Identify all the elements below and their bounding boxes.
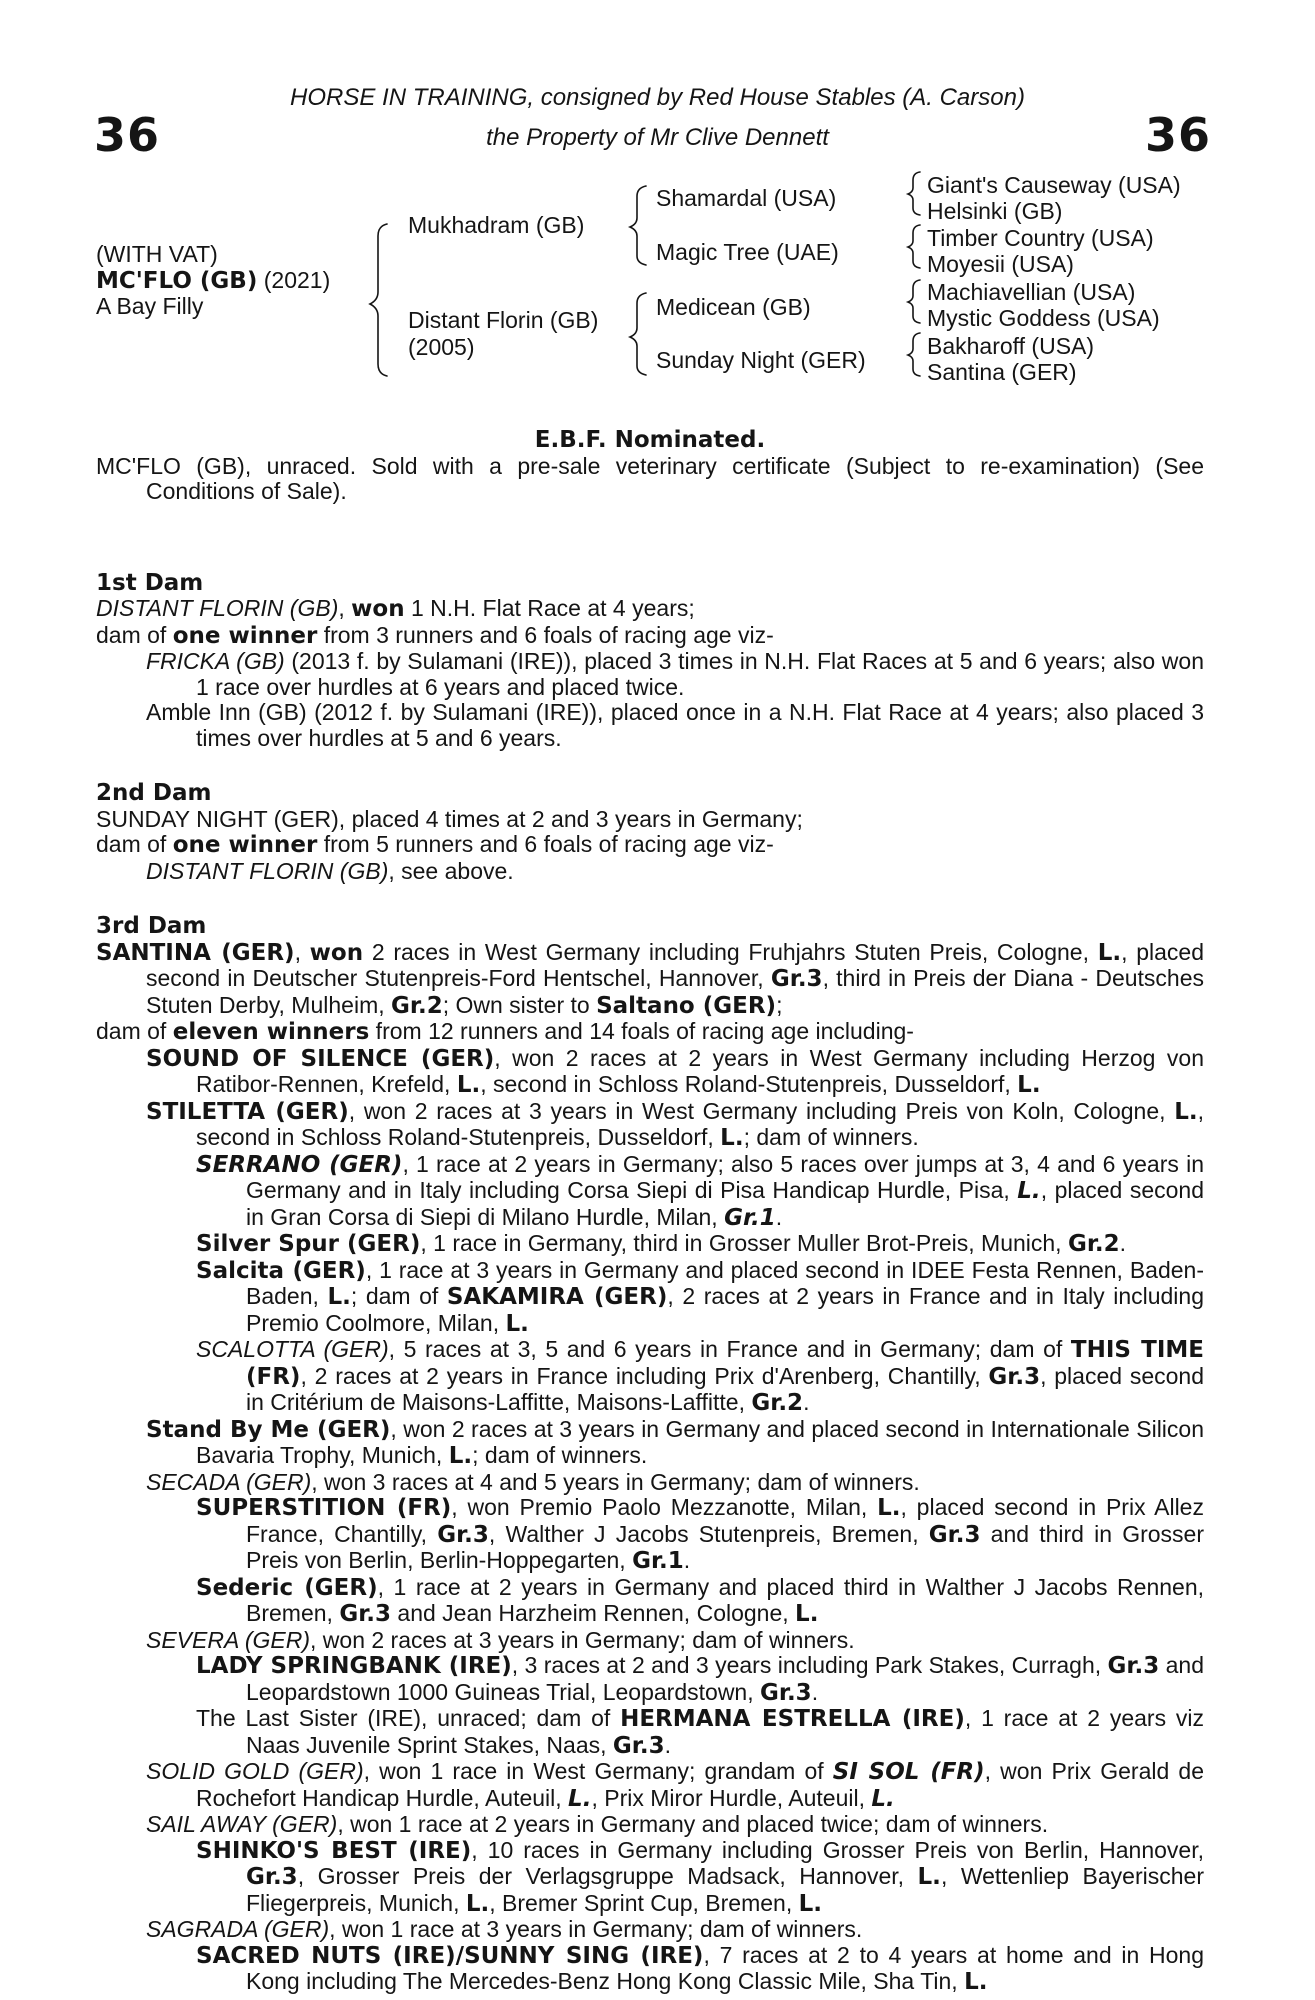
produce-shinkos-best: SHINKO'S BEST (IRE), 10 races in Germany including Grosser Preis von Berlin, Hannover, Gr.3, Grosser Preis der Verlagsgruppe Madsack, Hannover, L., Wettenliep Bayerischer Fliegerpreis, Munich, L., Bremer Sprint Cup, Bremen, L. [196,1836,1204,1917]
sire: Mukhadram (GB) [408,212,585,238]
gen3-5: Machiavellian (USA) [927,279,1136,305]
catalogue-body [96,428,1204,1996]
produce-lady-springbank: LADY SPRINGBANK (IRE), 3 races at 2 and 3 years including Park Stakes, Curragh, Gr.3 and Leopardstown 1000 Guineas Trial, Leopardstown, Gr.3. [196,1652,1204,1706]
section-heading-1st-dam: 1st Dam [96,569,204,596]
gen3-3: Timber Country (USA) [927,225,1154,251]
gen3-2: Helsinki (GB) [927,198,1063,224]
produce-silver-spur: Silver Spur (GER), 1 race in Germany, third in Grosser Muller Brot-Preis, Munich, Gr.2. [196,1230,1127,1257]
horse-description: A Bay Filly [96,293,204,319]
section-heading-2nd-dam: 2nd Dam [96,780,212,806]
dam3-damof: dam of eleven winners from 12 runners and 14 foals of racing age including- [96,1018,914,1045]
produce-severa: SEVERA (GER), won 2 races at 3 years in Germany; dam of winners. [146,1626,855,1653]
ebf-nomination: E.B.F. Nominated. [534,427,766,453]
dam-year: (2005) [408,334,475,360]
produce-salcita: Salcita (GER), 1 race at 3 years in Germany and placed second in IDEE Festa Rennen, Baden-Baden, L.; dam of SAKAMIRA (GER), 2 races at 2 years in France and in Italy including Premio Coolmore, Milan, L. [196,1256,1205,1337]
produce-stand-by-me: Stand By Me (GER), won 2 races at 3 years in Germany and placed second in Internationale Silicon Bavaria Trophy, Munich, L.; dam of winners. [146,1415,1204,1469]
produce-sagrada: SAGRADA (GER), won 1 race at 3 years in Germany; dam of winners. [146,1916,863,1942]
produce-sound-of-silence: SOUND OF SILENCE (GER), won 2 races at 2 years in West Germany including Herzog von Ratibor-Rennen, Krefeld, L., second in Schloss Roland-Stutenpreis, Dusseldorf, L. [146,1044,1204,1098]
property-line: the Property of Mr Clive Dennett [486,124,829,151]
produce-sederic: Sederic (GER), 1 race at 2 years in Germany and placed third in Walther J Jacobs Rennen, Bremen, Gr.3 and Jean Harzheim Rennen, Cologne, L. [196,1573,1205,1627]
vat-label: (WITH VAT) [96,241,218,267]
dam-dam: Sunday Night (GER) [656,347,866,373]
dam2-line2: dam of one winner from 5 runners and 6 foals of racing age viz- [96,831,774,858]
dam2-produce-1: DISTANT FLORIN (GB), see above. [146,857,514,884]
horse-name: MC'FLO (GB) [96,268,258,294]
produce-secada: SECADA (GER), won 3 races at 4 and 5 years in Germany; dam of winners. [146,1468,920,1495]
dam3-santina: SANTINA (GER), won 2 races in West Germany including Fruhjahrs Stuten Preis, Cologne, L., placed second in Deutscher Stutenpreis-Ford Hentschel, Hannover, Gr.3, third in Preis der Diana - Deutsches Stuten Derby, Mulheim, Gr.2; Own sister to Saltano (GER); [96,938,1205,1019]
gen3-1: Giant's Causeway (USA) [927,172,1181,198]
sire-sire: Shamardal (USA) [656,185,837,211]
dam2-line1: SUNDAY NIGHT (GER), placed 4 times at 2 and 3 years in Germany; [96,805,803,832]
horse-year: (2021) [263,267,331,293]
gen3-8: Santina (GER) [927,359,1077,385]
dam1-produce-2: Amble Inn (GB) (2012 f. by Sulamani (IRE)), placed once in a N.H. Flat Race at 4 years; also placed 3 times over hurdles at 5 and 6 years. [146,699,1204,751]
lot-number-right: 36 [1145,108,1212,162]
summary: MC'FLO (GB), unraced. Sold with a pre-sale veterinary certificate (Subject to re-examination) (See Conditions of Sale). [96,452,1204,504]
produce-scalotta: SCALOTTA (GER), 5 races at 3, 5 and 6 years in France and in Germany; dam of THIS TIME (FR), 2 races at 2 years in France including Prix d'Arenberg, Chantilly, Gr.3, placed second in Critérium de Maisons-Laffitte, Maisons-Laffitte, Gr.2. [196,1336,1204,1416]
consignment-line: HORSE IN TRAINING, consigned by Red House Stables (A. Carson) [290,84,1025,111]
sire-dam: Magic Tree (UAE) [656,239,839,265]
section-heading-3rd-dam: 3rd Dam [96,913,207,939]
summary-name: MC'FLO (GB) [96,452,245,479]
produce-sail-away: SAIL AWAY (GER), won 1 race at 2 years in Germany and placed twice; dam of winners. [146,1811,1049,1837]
produce-serrano: SERRANO (GER), 1 race at 2 years in Germany; also 5 races over jumps at 3, 4 and 6 years in Germany and in Italy including Corsa Siepi di Pisa Handicap Hurdle, Pisa, L., placed second in Gran Corsa di Siepi di Milano Hurdle, Milan, Gr.1. [196,1150,1204,1231]
gen3-4: Moyesii (USA) [927,251,1074,277]
lot-number-left: 36 [94,108,161,162]
dam-sire: Medicean (GB) [656,294,811,320]
dam1-produce-1: FRICKA (GB) (2013 f. by Sulamani (IRE)), placed 3 times in N.H. Flat Races at 5 and 6 years; also won 1 race over hurdles at 6 years and placed twice. [146,648,1205,700]
produce-stiletta: STILETTA (GER), won 2 races at 3 years in West Germany including Preis von Koln, Cologne, L., second in Schloss Roland-Stutenpreis, Dusseldorf, L.; dam of winners. [146,1097,1204,1151]
produce-the-last-sister: The Last Sister (IRE), unraced; dam of HERMANA ESTRELLA (IRE), 1 race at 2 years viz Naas Juvenile Sprint Stakes, Naas, Gr.3. [196,1705,1204,1759]
produce-superstition: SUPERSTITION (FR), won Premio Paolo Mezzanotte, Milan, L., placed second in Prix Allez France, Chantilly, Gr.3, Walther J Jacobs Stutenpreis, Bremen, Gr.3 and third in Grosser Preis von Berlin, Berlin-Hoppegarten, Gr.1. [196,1494,1205,1574]
gen3-7: Bakharoff (USA) [927,333,1095,359]
dam1-line1: DISTANT FLORIN (GB), won 1 N.H. Flat Race at 4 years; [96,595,695,622]
produce-solid-gold: SOLID GOLD (GER), won 1 race in West Germany; grandam of SI SOL (FR), won Prix Gerald de Rochefort Handicap Hurdle, Auteuil, L., Prix Miror Hurdle, Auteuil, L. [146,1758,1205,1812]
gen3-6: Mystic Goddess (USA) [927,305,1160,331]
produce-sacred-nuts: SACRED NUTS (IRE)/SUNNY SING (IRE), 7 races at 2 to 4 years at home and in Hong Kong including The Mercedes-Benz Hong Kong Classic Mile, Sha Tin, L. [196,1941,1204,1995]
dam1-line2: dam of one winner from 3 runners and 6 foals of racing age viz- [96,621,774,649]
dam: Distant Florin (GB) [408,307,599,333]
